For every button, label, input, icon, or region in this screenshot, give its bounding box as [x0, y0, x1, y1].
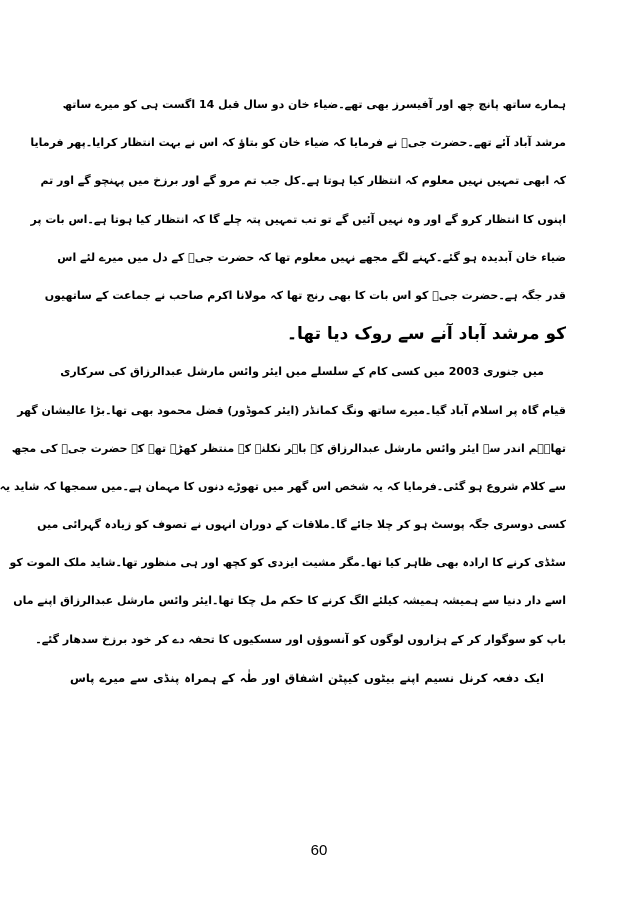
text-line: کو مرشد آباد آنے سے روک دیا تھا۔ — [287, 324, 566, 345]
text-line: باپ کو سوگوار کر کے ہزاروں لوگوں کو آنسوؤں اور سسکیوں کا تحفہ دے کر خود برزخ سدھار گئے۔ — [35, 632, 566, 646]
body-text — [0, 86, 566, 697]
text-line: سے کلام شروع ہو گئی۔فرمایا کہ یہ شخص اس گھر میں تھوڑے دنوں کا مہمان ہے۔میں سمجھا کہ شاید یہ — [0, 479, 566, 493]
text-line: اپنوں کا انتظار کرو گے اور وہ نہیں آئیں گے تو تب تمہیں پتہ چلے گا کہ انتظار کیا ہوتا ہے۔اس بات پر — [30, 212, 566, 226]
text-line: کہ ابھی تمہیں نہیں معلوم کہ انتظار کیا ہوتا ہے۔کل جب تم مرو گے اور برزخ میں پہنچو گے اور تم — [40, 174, 566, 188]
text-line: تھا۔ہم اندر سے ایئر وائس مارشل عبدالرزاق کے باہر نکلنے کے منتظر کھڑے تھے کہ حضرت جیؒ کی مجھ — [11, 441, 566, 455]
text-line: میں جنوری 2003 میں کسی کام کے سلسلے میں ایئر وائس مارشل عبدالرزاق کی سرکاری — [60, 365, 544, 379]
text-line: ہمارے ساتھ پانچ چھ اور آفیسرز بھی تھے۔ضیاء خان دو سال قبل 14 اگست ہی کو میرے ساتھ — [62, 98, 566, 111]
page-number: 60 — [310, 842, 328, 859]
text-line: ایک دفعہ کرنل نسیم اپنے بیٹوں کیپٹن اشفاق اور طٰہ کے ہمراہ پنڈی سے میرے پاس — [70, 670, 544, 685]
text-line: مرشد آباد آئے تھے۔حضرت جیؒ نے فرمایا کہ ضیاء خان کو بتاؤ کہ اس نے بہت انتظار کرایا۔پھر فرمایا — [30, 136, 566, 150]
text-line: قیام گاہ پر اسلام آباد گیا۔میرے ساتھ ونگ کمانڈر (ایئر کموڈور) فضل محمود بھی تھا۔بڑا عالیشان گھر — [17, 403, 566, 417]
text-line: ضیاء خان آبدیدہ ہو گئے۔کہنے لگے مجھے نہیں معلوم تھا کہ حضرت جیؒ کے دل میں میرے لئے اس — [57, 250, 566, 264]
text-line: سٹڈی کرنے کا ارادہ بھی ظاہر کیا تھا۔مگر مشیت ایزدی کو کچھ اور ہی منظور تھا۔شاید ملک الموت کو — [9, 556, 566, 570]
text-line: کسی دوسری جگہ پوسٹ ہو کر چلا جائے گا۔ملاقات کے دوران انہوں نے تصوف کو زیادہ گہرائی میں — [37, 518, 566, 532]
text-line: قدر جگہ ہے۔حضرت جیؒ کو اس بات کا بھی رنج تھا کہ مولانا اکرم صاحب نے جماعت کے ساتھیوں — [44, 288, 566, 302]
text-line: اسے دار دنیا سے ہمیشہ ہمیشہ کیلئے الگ کرنے کا حکم مل چکا تھا۔ایئر وائس مارشل عبدالرزاق اپنے ماں — [13, 594, 566, 608]
